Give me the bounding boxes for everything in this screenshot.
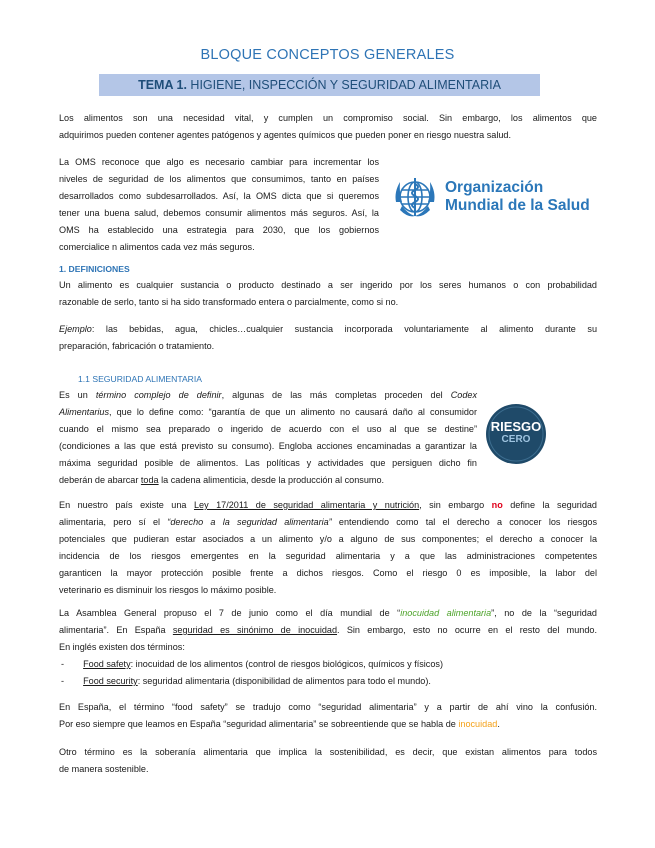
section-heading-definiciones: 1. DEFINICIONES bbox=[59, 264, 130, 274]
oms-paragraph bbox=[59, 154, 379, 256]
intro-line: Los alimentos son una necesidad vital, y cumplen un compromiso social. Sin embargo, los alimentos que bbox=[59, 113, 597, 123]
who-emblem-icon bbox=[390, 172, 440, 222]
list-item: - Food safety: inocuidad de los alimentos (control de riesgos biológicos, químicos y físicos) bbox=[61, 659, 443, 669]
soberania-paragraph: Otro término es la soberanía alimentaria que implica la sostenibilidad, es decir, que existan alimentos para todos de manera sostenible. bbox=[59, 747, 597, 774]
food-safety-term: Food safety bbox=[83, 659, 131, 669]
asamblea-paragraph: La Asamblea General propuso el 7 de junio como el día mundial de “inocuidad alimentaria”, no de la “seguridad alimentaria”. En España seguridad es sinónimo de inocuidad. Sin embargo, esto no ocurre en el resto del mundo. En inglés existen dos términos: bbox=[59, 608, 597, 652]
food-security-term: Food security bbox=[83, 676, 138, 686]
topic-title: HIGIENE, INSPECCIÓN Y SEGURIDAD ALIMENTARIA bbox=[190, 78, 501, 92]
oms-line: La OMS reconoce que algo es necesario cambiar para incrementar los bbox=[59, 157, 379, 167]
seguridad-paragraph: Es un término complejo de definir, algunas de las más completas proceden del Codex Alimentarius, que lo define como: “garantía de que un alimento no causará daño al consumidor cuando el mismo sea preparado o ingerido de acuerdo con el uso al que se destine” (condiciones a las que está previsto su consumo). Engloba acciones encaminadas a garantizar la máxima seguridad posible de alimentos. Las políticas y actividades que persiguen dicho fin deberán de abarcar toda la cadena alimenticia, desde la producción al consumo. bbox=[59, 390, 478, 485]
example-text: : las bebidas, agua, chicles…cualquier sustancia incorporada voluntariamente al alimento durante su bbox=[91, 324, 597, 334]
topic-number: TEMA 1. bbox=[138, 78, 187, 92]
definition-line: Un alimento es cualquier sustancia o producto destinado a ser ingerido por los seres humanos o con probabilidad bbox=[59, 280, 597, 290]
example-line: preparación, fabricación o tratamiento. bbox=[59, 341, 215, 351]
oms-line: desarrollados como subdesarrollados. Así, la OMS dicta que si queremos bbox=[59, 191, 379, 201]
who-logo-line1: Organización bbox=[445, 179, 544, 196]
intro-line: adquirimos pueden contener agentes patógenos y agentes químicos que pueden poner en riesgo nuestra salud. bbox=[59, 130, 511, 140]
oms-line: OMS ha establecido una estrategia para 2030, que los gobiernos bbox=[59, 225, 379, 235]
espana-paragraph: En España, el término “food safety” se tradujo como “seguridad alimentaria” y a partir de ahí vino la confusión. Por eso siempre que leamos en España “seguridad alimentaria” se sobreentiende que se habla de inocuidad. bbox=[59, 702, 597, 729]
riesgo-cero-badge bbox=[485, 403, 547, 465]
oms-line: comercialice n alimentos cada vez más seguros. bbox=[59, 242, 255, 252]
oms-line: tener una buena salud, debemos consumir alimentos más seguros. Así, la bbox=[59, 208, 379, 218]
riesgo-badge-line2: CERO bbox=[501, 434, 531, 445]
block-title: BLOQUE CONCEPTOS GENERALES bbox=[200, 47, 455, 63]
example-paragraph bbox=[59, 321, 597, 355]
ley-link-text: Ley 17/2011 de seguridad alimentaria y nutrición bbox=[193, 500, 420, 510]
who-logo-line2: Mundial de la Salud bbox=[445, 197, 590, 214]
definition-paragraph bbox=[59, 277, 597, 311]
intro-paragraph bbox=[59, 110, 597, 144]
riesgo-badge-line1: RIESGO bbox=[490, 419, 542, 434]
ley-paragraph: En nuestro país existe una Ley 17/2011 de seguridad alimentaria y nutrición, sin embargo no define la seguridad alimentaria, pero sí el “derecho a la seguridad alimentaria” entendiendo como tal el derecho a conocer los riesgos potenciales que pudieran estar asociados a un alimento y/o a alguno de sus componentes; el derecho a conocer la incidencia de los riesgos emergentes en la seguridad alimentaria y a que las administraciones competentes garanticen la mayor protección posible frente a dichos riesgos. Como el riesgo 0 es imposible, la labor del veterinario es disminuir los riesgos lo máximo posible. bbox=[59, 500, 597, 595]
topic-banner bbox=[99, 74, 540, 96]
example-label: Ejemplo bbox=[59, 324, 92, 334]
oms-line: niveles de seguridad de los alimentos que consumimos, tanto en países bbox=[59, 174, 379, 184]
who-logo bbox=[390, 170, 590, 224]
list-item: - Food security: seguridad alimentaria (disponibilidad de alimentos para todo el mundo). bbox=[61, 676, 431, 686]
definition-line: razonable de serlo, tanto si ha sido transformado entera o parcialmente, como si no. bbox=[59, 297, 399, 307]
subsection-heading-seguridad: 1.1 SEGURIDAD ALIMENTARIA bbox=[78, 374, 203, 384]
